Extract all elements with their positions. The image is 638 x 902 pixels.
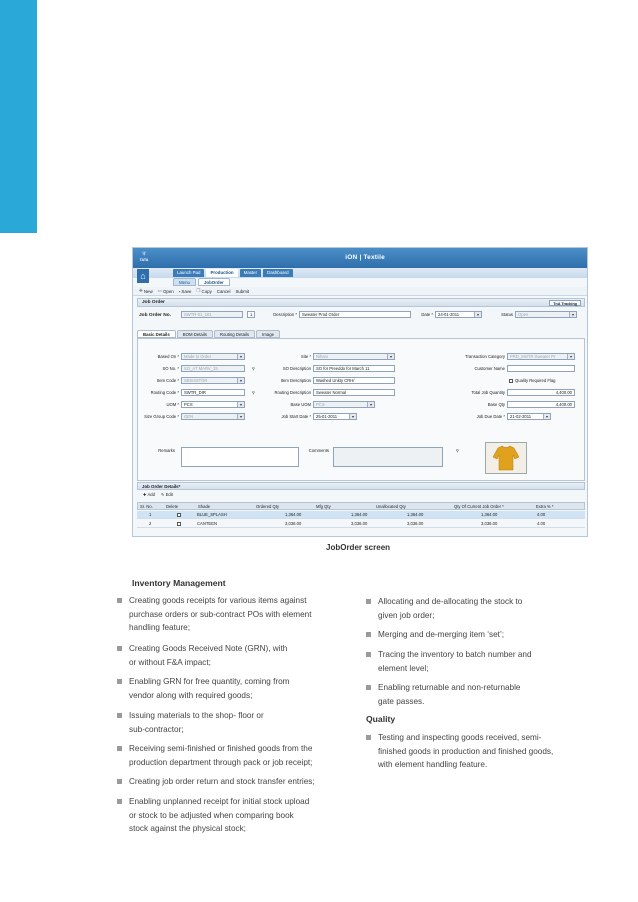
base-qty-label: Base Qty [487, 402, 505, 407]
submit-button[interactable] [235, 289, 249, 294]
grid-toolbar [143, 492, 173, 497]
site-field[interactable]: Nihani ▾ [313, 353, 395, 360]
list-item: Receiving semi-finished or finished goods from the production department through pack or job receipt; [117, 742, 357, 769]
col-shade: Shade [198, 504, 211, 509]
list-item: Allocating and de-allocating the stock to given job order; [366, 595, 596, 622]
job-order-no-field[interactable]: SWTR-01_101 [181, 311, 243, 318]
tab-master[interactable]: Master [240, 269, 261, 277]
quality-required-label: Quality Required Flag [515, 378, 556, 383]
status-field[interactable]: Open ▾ [515, 311, 577, 318]
job-due-date-label: Job Due Date * [476, 414, 505, 419]
comments-label: Comments [308, 448, 329, 453]
site-label: Site * [300, 354, 311, 359]
item-image [485, 442, 527, 474]
list-item: Merging and de-merging item ‘set’; [366, 628, 596, 642]
submit-label: Submit [235, 288, 250, 294]
list-item: Tracing the inventory to batch number and element level; [366, 648, 596, 675]
edit-row-button[interactable]: ✎ Edit [160, 492, 173, 497]
tab-routing-details[interactable]: Routing Details [214, 330, 255, 338]
transaction-category-label: Transaction Category [465, 354, 505, 359]
sweater-image [486, 443, 526, 473]
so-no-label: SO No. * [162, 366, 179, 371]
routing-code-field[interactable]: SWTR_DIR [181, 389, 245, 396]
open-button[interactable] [158, 288, 174, 294]
cell-sr-no: 2 [149, 521, 152, 526]
cell-unallocated-qty: 3,036.00 [407, 521, 424, 526]
transaction-category-field[interactable]: PRD_SWTR Sweater Pr ▾ [507, 353, 575, 360]
new-label: New [143, 288, 153, 294]
cell-extra-pct: 4.00 [537, 521, 546, 526]
quality-required-checkbox[interactable] [507, 377, 513, 384]
home-icon[interactable]: ⌂ [137, 269, 149, 283]
col-unallocated-qty: Unallocated Qty [376, 504, 406, 509]
date-field[interactable]: 24-01-2011 ▾ [435, 311, 482, 318]
cell-mfg-qty: 1,364.00 [351, 512, 368, 517]
job-order-details-header: Job Order Details* [137, 482, 585, 490]
customer-name-label: Customer Name [474, 366, 505, 371]
side-color-band [0, 0, 37, 233]
cell-extra-pct: 4.00 [537, 512, 546, 517]
based-on-field[interactable]: Made to Order ▾ [181, 353, 245, 360]
comments-lookup-icon[interactable]: ⚲ [455, 448, 459, 453]
open-icon: ▭ [157, 288, 162, 293]
date-label: Date * [421, 312, 433, 317]
job-order-no-label: Job Order No. [139, 313, 171, 318]
open-label: Open [163, 288, 174, 294]
comments-textarea[interactable] [333, 447, 443, 467]
tna-tracking-button[interactable]: TnA Tracking [549, 300, 581, 306]
col-delete: Delete [166, 504, 179, 509]
so-no-field[interactable]: SO_A7 MARV_15 [181, 365, 245, 372]
list-item: Issuing materials to the shop- floor or sub-contractor; [117, 709, 357, 736]
so-description-field[interactable]: SO for Preeddo for March 11 [313, 365, 395, 372]
grid-header [137, 502, 585, 510]
app-title: iON | Textile [345, 254, 385, 261]
cancel-button[interactable] [217, 289, 231, 294]
description-field[interactable]: Sweater Prod Order [299, 311, 411, 318]
detail-tabs [137, 330, 280, 338]
job-order-panel-header [137, 298, 585, 307]
customer-name-field[interactable] [507, 365, 575, 372]
figure-caption: JobOrder screen [326, 543, 391, 552]
job-order-suffix-field[interactable]: 1 [247, 311, 255, 318]
main-nav [173, 269, 293, 277]
inventory-heading: Inventory Management [132, 578, 226, 588]
routing-description-label: Routing Description [274, 390, 311, 395]
save-label: Save [181, 288, 192, 294]
so-description-label: SO Description [282, 366, 311, 371]
col-current-job-qty: Qty Of Current Job Order * [454, 504, 504, 509]
list-item: Enabling returnable and non-returnable gate passes. [366, 681, 596, 708]
item-description-label: Item Description [280, 378, 311, 383]
delete-checkbox[interactable] [177, 520, 181, 527]
tab-basic-details[interactable]: Basic Details [137, 330, 176, 338]
list-item: Enabling unplanned receipt for initial stock upload or stock to be adjusted when comparing book stock against the physical stock; [117, 795, 357, 836]
cell-current-job-qty: 3,036.00 [481, 521, 498, 526]
job-due-date-field[interactable]: 21-02-2011 ▾ [507, 413, 551, 420]
tab-launch-pad[interactable]: Launch Pad [173, 269, 204, 277]
save-icon: ▪ [178, 288, 181, 294]
tab-menu[interactable]: Menu [173, 278, 196, 286]
tab-bom-details[interactable]: BOM Details [177, 330, 213, 338]
tata-logo: ♆ TATA [139, 249, 149, 262]
item-description-field[interactable]: Washed Unkty CRH/ [313, 377, 395, 384]
base-qty-field[interactable]: 4,400.00 [507, 401, 575, 408]
list-item: Creating goods receipts for various items against purchase orders or sub-contract POs with element handling feature; [117, 594, 357, 635]
cell-sr-no: 1 [149, 512, 152, 517]
add-row-button[interactable]: ✚ Add [143, 492, 155, 497]
col-mfg-qty: Mfg Qty [316, 504, 331, 509]
total-job-quantity-field[interactable]: 4,400.00 [507, 389, 575, 396]
sub-nav [173, 278, 230, 286]
col-sr-no: Sr. No. [140, 504, 153, 509]
app-title-bar [133, 248, 587, 268]
remarks-textarea[interactable] [181, 447, 299, 467]
copy-button[interactable] [196, 288, 211, 294]
toolbar [133, 287, 587, 296]
uom-field[interactable]: PCS ▾ [181, 401, 245, 408]
remarks-label: Remarks [158, 448, 175, 453]
cell-current-job-qty: 1,364.00 [481, 512, 498, 517]
cell-ordered-qty: 1,364.00 [285, 512, 302, 517]
list-item: Enabling GRN for free quantity, coming from vendor along with required goods; [117, 675, 357, 702]
table-row[interactable] [137, 511, 585, 519]
new-button[interactable] [139, 288, 153, 294]
add-label: Add [147, 492, 155, 497]
new-icon: ✚ [139, 288, 143, 293]
routing-description-field[interactable]: Sweater Normal [313, 389, 395, 396]
cancel-label: Cancel [216, 288, 231, 294]
tab-joborder[interactable]: JobOrder [198, 278, 230, 286]
item-code-field[interactable]: SBtnSSTOR ▾ [181, 377, 245, 384]
description-label: Description * [273, 312, 297, 317]
cell-shade: CANTEEN [197, 521, 218, 526]
tab-production[interactable]: Production [206, 269, 237, 277]
col-ordered-qty: Ordered Qty [256, 504, 280, 509]
item-code-label: Item Code * [156, 378, 179, 383]
list-item: Creating Goods Received Note (GRN), with or without F&A impact; [117, 642, 357, 669]
list-item: Testing and inspecting goods received, semi- finished goods in production and finished goods, with element handling feature. [366, 731, 606, 772]
table-row[interactable] [137, 520, 585, 528]
col-extra-pct: Extra % * [536, 504, 554, 509]
so-lookup-icon[interactable]: ⚲ [251, 366, 255, 371]
size-group-code-label: Size Group Code * [144, 414, 179, 419]
cell-mfg-qty: 3,036.00 [351, 521, 368, 526]
save-button[interactable] [179, 289, 192, 294]
uom-label: UOM * [166, 402, 179, 407]
job-start-date-field[interactable]: 25-01-2011 ▾ [313, 413, 357, 420]
tab-dashboard[interactable]: Dashboard [263, 269, 292, 277]
quality-heading: Quality [366, 714, 396, 724]
edit-label: Edit [165, 492, 173, 497]
joborder-screenshot [132, 247, 588, 537]
base-uom-field[interactable]: PCS ▾ [313, 401, 375, 408]
job-start-date-label: Job Start Date * [281, 414, 311, 419]
tab-image[interactable]: Image [256, 330, 280, 338]
copy-icon: ❐ [196, 288, 201, 293]
delete-checkbox[interactable] [177, 511, 181, 518]
base-uom-label: Base UOM [290, 402, 311, 407]
cell-unallocated-qty: 1,364.00 [407, 512, 424, 517]
cell-shade: BLUE_SPLASH [197, 512, 227, 517]
copy-label: Copy [201, 288, 212, 294]
routing-code-label: Routing Code * [150, 390, 179, 395]
list-item: Creating job order return and stock transfer entries; [117, 775, 357, 789]
size-group-code-field[interactable]: GEN ▾ [181, 413, 245, 420]
status-label: Status [501, 312, 513, 317]
panel-title: Job Order [142, 300, 165, 305]
cell-ordered-qty: 3,036.00 [285, 521, 302, 526]
based-on-label: Based On * [157, 354, 179, 359]
total-job-quantity-label: Total Job Quantity [471, 390, 505, 395]
routing-lookup-icon[interactable]: ⚲ [251, 390, 255, 395]
